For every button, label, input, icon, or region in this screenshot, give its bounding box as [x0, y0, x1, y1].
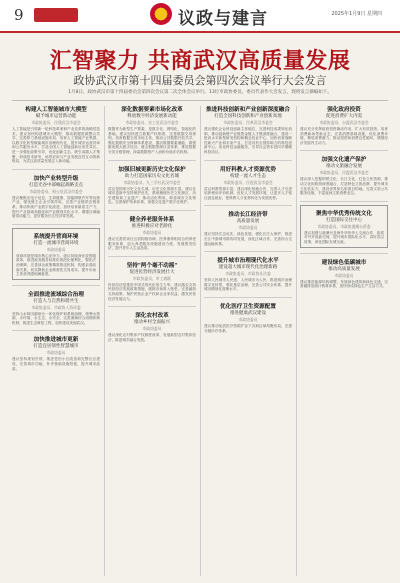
article: [12, 334, 100, 371]
article-sub: 推动乡村全面振兴: [134, 320, 170, 326]
column-3: [204, 104, 292, 580]
article-byline: 市政协委员: [46, 246, 66, 252]
article-title: 构建人工智能城市大模型: [25, 107, 87, 113]
article: [300, 205, 388, 248]
article-byline: 市政协委员: [334, 272, 354, 278]
article-divider: [300, 253, 388, 254]
article-title: 加快推进城市更新: [33, 337, 79, 344]
article-body: 建议深化农村集体产权制度改革，发展新型农村集体经济，推进城乡融合发展。: [108, 333, 196, 342]
article-sub: 打造光谷中部崛起战略支点: [29, 182, 83, 188]
article: [300, 154, 388, 195]
article: [204, 209, 292, 246]
article: [12, 228, 100, 280]
article-title: 聚焦中华优秀传统文化: [316, 210, 372, 217]
article-byline: 市政协委员: [142, 326, 162, 332]
article-byline: 市政协委员: [142, 229, 162, 235]
article-title: 推进科技创新和产业创新深度融合: [206, 107, 290, 113]
article-divider: [300, 201, 388, 202]
article-byline: 市政协委员: [46, 350, 66, 356]
newspaper-logo: [34, 8, 78, 22]
article-body: 建议深入挖掘荆楚文化、长江文化、红色文化资源，推动文化和旅游深度融合，打造特色文旅品牌，提升城市文化软实力，建设世界知名旅游目的地。完善文旅公共服务设施，丰富夜间文旅消费业态。: [300, 177, 388, 196]
article-title: 建设绿色低碳城市: [321, 259, 367, 266]
article: [12, 104, 100, 164]
article-body: 武汉是国家历史文化名城，历史文化资源丰富。建议在城市更新中坚持保护优先，系统梳理历史文化街区、历史建筑和工业遗产，推动活化利用，彰显城市文化特色。完善保护传承体系，加强文化遗产数字化保护。: [108, 186, 196, 205]
article-byline: 市政协委员、市工商联: [133, 275, 171, 281]
article-body: 建议推进能源结构调整，发展绿色建筑和绿色交通，完善碳排放统计核算体系，加快形成绿色生产生活方式。: [300, 279, 388, 289]
article-title: 系统提升营商环境: [33, 233, 79, 240]
article-sub: 打造宜居韧性智慧城市: [33, 344, 79, 350]
article-sub: 促进消费扩大内需: [326, 114, 362, 119]
article-body: 坚持山水林田湖草沙一体化保护和系统治理，统筹水资源、水环境、水生态、水安全，完善流域综合治理体制机制，推进生态修复工程，加快建设美丽武汉。: [12, 311, 100, 325]
article-body: 建议完善居家社区机构相协调、医养康养相结合的养老服务体系，加大养老服务设施建设力度，发展银发经济，提升老年人生活品质。: [108, 236, 196, 251]
article-body: 数据作为新型生产要素，是数字化、网络化、智能化的基础。建议加快建立数据产权制度，完善数据交易规则，培育数据交易市场主体，推动公共数据开放共享，强化数据安全保障体系建设，激活数据要素潜能，做强做优做大数字经济。健全数据资源目录体系，推进数据分类分级管理，探索数据资产入表和价值评估机制。: [108, 127, 196, 154]
section-title: 议政与建言: [178, 9, 268, 29]
article-body: 坚持人民城市人民建、人民城市为人民，推进城市治理数字化转型，强化基层治理，完善公共安全体系，提升城市精细化管理水平。: [204, 278, 292, 292]
article-sub: 建设超大城市现代化治理新路: [218, 265, 278, 271]
lead-divider: [12, 100, 388, 101]
article-body: 建议充分发挥政府投资撬动作用，扩大有效投资，培育消费新场景新业态，完善消费基础设施，优化消费环境，释放消费潜力，推动投资和消费良性循环，增强经济发展内生动力。: [300, 127, 388, 145]
article-byline: 市政协委员、民盟武汉市委会: [319, 170, 369, 176]
article-title: 强化政府投资: [327, 107, 361, 113]
issue-date: 2025年1月9日 星期四: [331, 11, 382, 17]
article-body: 民营经济是推进中国式现代化的生力军。建议落实支持民营经济发展政策措施，破除市场准入壁垒，完善融资支持政策，保护民营企业产权和企业家权益，激发民营经济发展活力。: [108, 282, 196, 301]
article-sub: 打造国际交往中心: [326, 217, 362, 223]
article: [204, 301, 292, 333]
article-sub: 打造全国科技创新和产业创新高地: [214, 114, 282, 119]
article-divider: [108, 306, 196, 307]
article-title: 用好科教人才资源优势: [220, 166, 276, 173]
article-byline: 市政协委员: [238, 316, 258, 322]
column-divider: [296, 106, 297, 576]
column-1: [12, 104, 100, 580]
article-byline: 市政协委员、市政协社法委: [225, 271, 271, 277]
article-sub: 推动文旅融合发展: [326, 164, 362, 170]
article-byline: 市政协委员、民进武汉市委会: [223, 179, 273, 185]
article: [300, 104, 388, 145]
article-title: 加快产业转型升级: [33, 175, 79, 182]
article-byline: 市政协委员、民建武汉市委会: [31, 120, 81, 125]
article: [108, 164, 196, 205]
article-sub: 打造一流城市营商环境: [33, 240, 79, 246]
article-title: 优化医疗卫生资源配置: [220, 303, 276, 310]
article-body: 建议聚焦光电子信息、生命健康、智能网联汽车等优势产业，强化链主企业引领作用，完善产业链供应链体系，推动传统产业数字化改造，加快培育新质生产力，提升产业基础高级化和产业链现代化水平，增强区域辐射带动能力，更好服务长江经济带发展。: [12, 195, 100, 219]
article-divider: [204, 160, 292, 161]
column-divider: [104, 106, 105, 576]
article: [12, 173, 100, 219]
article: [108, 310, 196, 342]
article-divider: [108, 210, 196, 211]
article: [204, 104, 292, 155]
masthead: [0, 0, 400, 32]
article-byline: 市政协委员、九三学社武汉市委会: [123, 179, 181, 185]
article-title: 坚持"两个毫不动摇": [126, 262, 178, 269]
article-sub: 推进健康武汉建设: [230, 310, 266, 316]
article-title: 深化农村改革: [135, 313, 169, 320]
masthead-divider: [0, 31, 400, 33]
column-divider: [200, 106, 201, 576]
article: [108, 260, 196, 301]
article-byline: 市政协委员、致公党武汉市委会: [29, 188, 83, 194]
article-divider: [204, 205, 292, 206]
article-divider: [12, 285, 100, 286]
article-body: 建议强化企业科技创新主体地位，完善科技成果转化机制，推动创新链产业链资金链人才链深度融合，建设一批高水平新型研发机构和概念验证中心，加快培育战略性新兴产业和未来产业，打造具有全国影响力的科技创新中心。优化科技金融服务，引导社会资本投向早期硬科技项目。: [204, 127, 292, 154]
article: [12, 289, 100, 326]
article-sub: 构建一流人才生态: [230, 173, 266, 179]
article-title: 全面推进流域综合治理: [28, 291, 84, 298]
article-body: 建议加强与港澳台及海外华侨华人交流合作，拓展对外开放新空间，提升城市国际化水平，讲好武汉故事，深化国际友城交流。: [304, 230, 384, 244]
article-sub: 赋予城市运营新动能: [35, 114, 77, 119]
lead-headline: 汇智聚力 共商武汉高质量发展: [49, 48, 351, 74]
article: [108, 104, 196, 155]
article-divider: [12, 330, 100, 331]
article: [108, 214, 196, 251]
article-body: 建议坚持规划引领，推进老旧小区改造和完整社区建设，完善城市功能，补齐基础设施短板，提升城市品质。: [12, 357, 100, 371]
article-byline: 市政协委员、农工党武汉市委会: [125, 120, 179, 125]
article-divider: [108, 256, 196, 257]
article-divider: [300, 150, 388, 151]
article-sub: 助力打造国家历史文化名城: [125, 173, 179, 179]
article-body: 武汉科教资源丰富，建议深化校地合作，完善人才引进培养使用评价机制，优化人才发展环境，让更多人才留汉创业就业，把科教人才优势转化为发展优势。: [204, 186, 292, 200]
article-sub: 推进积极应对老龄化: [131, 223, 173, 229]
article: [204, 255, 292, 292]
article-sub: 推动高质量发展: [328, 266, 360, 272]
article-body: 建议坚持生态优先、绿色发展，强化长江大保护，推进长江中游城市群协同发展，深化区域合作，完善综合交通运输体系。: [204, 232, 292, 246]
article-byline: 市政协委员、市政协港澳台侨委: [317, 223, 371, 229]
article-sub: 打造人与自然和谐共生: [33, 298, 79, 304]
article-divider: [12, 224, 100, 225]
column-4: [300, 104, 388, 580]
article-sub: 促进民营经济发展壮大: [129, 269, 175, 275]
article: [300, 257, 388, 289]
article-divider: [12, 169, 100, 170]
article-title: 加强旧城更新历史文化保护: [118, 166, 186, 173]
column-2: [108, 104, 196, 580]
article-title: 深化数据要素市场化改革: [121, 107, 183, 113]
article-byline: 市政协委员: [238, 225, 258, 231]
article-divider: [204, 297, 292, 298]
article-sub: 释放数字经济发展新动能: [127, 114, 177, 119]
lead-dek: 1月8日，政协武汉市第十四届委员会第四次会议第二次全体会议举行。13位市政协委员、委员代表作大会发言，现将发言摘编如下。: [68, 90, 332, 95]
article-title: 提升城市治理现代化水平: [217, 258, 279, 265]
article-divider: [204, 251, 292, 252]
article-byline: 市政协委员、市政协人资环委: [31, 304, 81, 310]
article-divider: [108, 160, 196, 161]
article-body: 建议推动优质医疗资源扩容下沉和区域均衡布局，完善分级诊疗体系。: [204, 323, 292, 333]
article-title: 推动长江经济带: [228, 212, 268, 219]
article-byline: 市政协委员、台盟武汉市委会: [319, 120, 369, 125]
article-title: 健全养老服务体系: [129, 216, 175, 223]
article-body: 人工智能是引领新一轮科技革命和产业变革的战略性技术。建议加快构建城市大模型，推动数据资源整合共享，完善算力基础设施布局，培育人工智能产业集群，以数字化转型赋能城市治理现代化，提升城市运营效率和公共服务水平，打造全国人工智能创新应用先导区。进一步强化政策引导，优化创新生态，吸引高端人才集聚，形成技术研发、场景应用与产业发展良性互动的新格局，为武汉高质量发展注入新动能。: [12, 127, 100, 164]
article: [204, 164, 292, 201]
lead-subheadline: 政协武汉市第十四届委员会第四次会议举行大会发言: [73, 74, 327, 87]
article-byline: 市政协委员、民革武汉市委会: [223, 120, 273, 125]
cppcc-emblem-icon: [150, 3, 172, 25]
article-body: 营商环境是城市核心竞争力。建议持续深化放管服改革，推进政务服务标准化规范化便利化，强化法治保障，完善涉企政策精准推送机制，构建亲清政商关系，切实降低企业制度性交易成本，提升市场主体获得感和满意度。: [16, 253, 96, 277]
article-title: 加强文化遗产保护: [321, 157, 367, 164]
page-number: 9: [14, 6, 24, 24]
article-sub: 高质量发展: [236, 219, 260, 225]
